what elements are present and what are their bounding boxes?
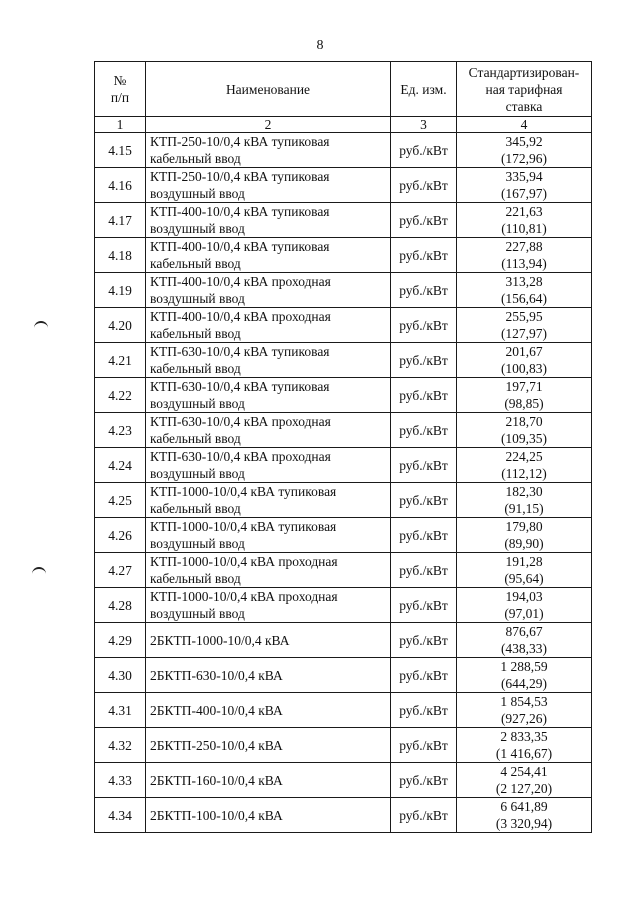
row-name-line: КТП-400-10/0,4 кВА проходная: [150, 274, 331, 289]
row-unit: руб./кВт: [391, 693, 457, 728]
margin-mark-bottom: [32, 567, 46, 575]
row-rate: [457, 658, 592, 693]
rate-value-alt: (927,26): [500, 711, 548, 726]
row-name-line: кабельный ввод: [150, 361, 241, 376]
row-name-line: КТП-250-10/0,4 кВА тупиковая: [150, 134, 330, 149]
row-name-line: воздушный ввод: [150, 536, 245, 551]
row-unit: руб./кВт: [391, 658, 457, 693]
header-rate-line: ная тарифная: [485, 81, 563, 97]
table-row: [95, 168, 592, 203]
rate-value: 6 641,89: [500, 799, 548, 814]
rate-value-alt: (167,97): [500, 186, 548, 201]
row-rate: [457, 518, 592, 553]
row-number: 4.34: [95, 798, 146, 833]
header-rate-line: ставка: [505, 98, 543, 114]
row-name-line: кабельный ввод: [150, 571, 241, 586]
row-unit: руб./кВт: [391, 483, 457, 518]
table-row: [95, 448, 592, 483]
row-name: [146, 763, 391, 798]
row-unit: руб./кВт: [391, 413, 457, 448]
rate-value-alt: (91,15): [504, 501, 544, 516]
column-number: 1: [95, 117, 146, 133]
row-name-line: КТП-630-10/0,4 кВА проходная: [150, 414, 331, 429]
row-number: 4.23: [95, 413, 146, 448]
row-name-line: КТП-400-10/0,4 кВА тупиковая: [150, 204, 330, 219]
row-name-line: 2БКТП-1000-10/0,4 кВА: [150, 632, 290, 648]
header-num: [95, 62, 146, 117]
row-rate: [457, 623, 592, 658]
row-name: [146, 168, 391, 203]
row-name-line: КТП-1000-10/0,4 кВА тупиковая: [150, 484, 337, 499]
row-name-line: КТП-250-10/0,4 кВА тупиковая: [150, 169, 330, 184]
rate-value: 201,67: [505, 344, 543, 359]
tariff-table: [94, 61, 592, 833]
row-name-line: кабельный ввод: [150, 431, 241, 446]
row-rate: [457, 133, 592, 168]
row-number: 4.33: [95, 763, 146, 798]
table-row: [95, 553, 592, 588]
row-number: 4.22: [95, 378, 146, 413]
row-number: 4.24: [95, 448, 146, 483]
table-row: [95, 238, 592, 273]
row-number: 4.18: [95, 238, 146, 273]
rate-value: 221,63: [505, 204, 543, 219]
row-name: [146, 553, 391, 588]
rate-value-alt: (2 127,20): [495, 781, 553, 796]
page-number: 8: [316, 38, 324, 53]
row-name-line: 2БКТП-400-10/0,4 кВА: [150, 702, 283, 718]
row-name-line: КТП-1000-10/0,4 кВА проходная: [150, 589, 338, 604]
row-number: 4.19: [95, 273, 146, 308]
row-rate: [457, 378, 592, 413]
row-number: 4.30: [95, 658, 146, 693]
rate-value: 224,25: [505, 449, 543, 464]
row-number: 4.27: [95, 553, 146, 588]
row-number: 4.28: [95, 588, 146, 623]
row-unit: руб./кВт: [391, 623, 457, 658]
row-name-line: воздушный ввод: [150, 606, 245, 621]
header-num-line: п/п: [110, 90, 130, 105]
row-number: 4.21: [95, 343, 146, 378]
rate-value-alt: (109,35): [500, 431, 548, 446]
row-rate: [457, 413, 592, 448]
row-rate: [457, 273, 592, 308]
row-name-line: КТП-1000-10/0,4 кВА проходная: [150, 554, 338, 569]
row-unit: руб./кВт: [391, 343, 457, 378]
row-name-line: 2БКТП-100-10/0,4 кВА: [150, 807, 283, 823]
row-rate: [457, 483, 592, 518]
rate-value: 1 288,59: [500, 659, 548, 674]
header-name: Наименование: [146, 62, 391, 117]
rate-value-alt: (89,90): [504, 536, 544, 551]
row-rate: [457, 343, 592, 378]
rate-value-alt: (3 320,94): [495, 816, 553, 831]
rate-value-alt: (172,96): [500, 151, 548, 166]
row-unit: руб./кВт: [391, 203, 457, 238]
rate-value: 255,95: [505, 309, 543, 324]
row-name-line: кабельный ввод: [150, 326, 241, 341]
rate-value: 218,70: [505, 414, 543, 429]
row-name-line: кабельный ввод: [150, 151, 241, 166]
row-name: [146, 308, 391, 343]
table-row: [95, 658, 592, 693]
row-number: 4.15: [95, 133, 146, 168]
header-unit: Ед. изм.: [391, 62, 457, 117]
row-name-line: КТП-630-10/0,4 кВА тупиковая: [150, 344, 330, 359]
row-name-line: КТП-400-10/0,4 кВА проходная: [150, 309, 331, 324]
row-name: [146, 273, 391, 308]
row-number: 4.29: [95, 623, 146, 658]
rate-value-alt: (95,64): [504, 571, 544, 586]
row-rate: [457, 448, 592, 483]
row-unit: руб./кВт: [391, 518, 457, 553]
header-rate: [457, 62, 592, 117]
row-unit: руб./кВт: [391, 448, 457, 483]
header-num-line: №: [113, 73, 127, 88]
rate-value: 876,67: [505, 624, 543, 639]
rate-value-alt: (98,85): [504, 396, 544, 411]
rate-value: 1 854,53: [500, 694, 548, 709]
table-row: [95, 623, 592, 658]
table-row: [95, 413, 592, 448]
column-number: 2: [146, 117, 391, 133]
row-name: [146, 238, 391, 273]
table-body: [95, 133, 592, 833]
table-row: [95, 798, 592, 833]
row-name: [146, 343, 391, 378]
row-rate: [457, 168, 592, 203]
table-header-row: [95, 62, 592, 117]
table-row: [95, 483, 592, 518]
table-row: [95, 763, 592, 798]
table-row: [95, 133, 592, 168]
row-name-line: КТП-630-10/0,4 кВА проходная: [150, 449, 331, 464]
column-number: 4: [457, 117, 592, 133]
table-row: [95, 728, 592, 763]
row-name: [146, 448, 391, 483]
row-name-line: воздушный ввод: [150, 291, 245, 306]
row-unit: руб./кВт: [391, 588, 457, 623]
row-name: [146, 588, 391, 623]
rate-value: 345,92: [505, 134, 543, 149]
rate-value: 182,30: [505, 484, 543, 499]
rate-value-alt: (112,12): [501, 466, 547, 481]
row-number: 4.25: [95, 483, 146, 518]
row-name-line: кабельный ввод: [150, 501, 241, 516]
row-rate: [457, 728, 592, 763]
table-row: [95, 343, 592, 378]
row-name-line: 2БКТП-630-10/0,4 кВА: [150, 667, 283, 683]
table-row: [95, 518, 592, 553]
rate-value: 335,94: [505, 169, 543, 184]
row-rate: [457, 693, 592, 728]
rate-value-alt: (113,94): [501, 256, 547, 271]
row-number: 4.16: [95, 168, 146, 203]
rate-value: 4 254,41: [500, 764, 548, 779]
row-name-line: кабельный ввод: [150, 256, 241, 271]
row-unit: руб./кВт: [391, 168, 457, 203]
row-name-line: 2БКТП-160-10/0,4 кВА: [150, 772, 283, 788]
row-name: [146, 378, 391, 413]
row-name: [146, 693, 391, 728]
row-number: 4.17: [95, 203, 146, 238]
header-rate-line: Стандартизирован-: [468, 64, 580, 80]
table-row: [95, 308, 592, 343]
table-row: [95, 273, 592, 308]
row-name-line: воздушный ввод: [150, 186, 245, 201]
row-name-line: 2БКТП-250-10/0,4 кВА: [150, 737, 283, 753]
margin-mark-top: [34, 321, 48, 329]
rate-value-alt: (644,29): [500, 676, 548, 691]
row-name: [146, 413, 391, 448]
row-name-line: КТП-1000-10/0,4 кВА тупиковая: [150, 519, 337, 534]
rate-value: 179,80: [505, 519, 543, 534]
row-unit: руб./кВт: [391, 308, 457, 343]
row-rate: [457, 553, 592, 588]
row-name: [146, 518, 391, 553]
row-name-line: воздушный ввод: [150, 396, 245, 411]
rate-value-alt: (127,97): [500, 326, 548, 341]
rate-value-alt: (1 416,67): [495, 746, 553, 761]
table-row: [95, 378, 592, 413]
row-name: [146, 798, 391, 833]
row-name-line: воздушный ввод: [150, 221, 245, 236]
row-name-line: КТП-630-10/0,4 кВА тупиковая: [150, 379, 330, 394]
row-rate: [457, 798, 592, 833]
rate-value: 197,71: [505, 379, 543, 394]
row-unit: руб./кВт: [391, 273, 457, 308]
rate-value-alt: (100,83): [500, 361, 548, 376]
row-name-line: воздушный ввод: [150, 466, 245, 481]
row-unit: руб./кВт: [391, 378, 457, 413]
row-name: [146, 203, 391, 238]
row-unit: руб./кВт: [391, 553, 457, 588]
row-name: [146, 133, 391, 168]
row-rate: [457, 588, 592, 623]
column-number: 3: [391, 117, 457, 133]
rate-value: 194,03: [505, 589, 543, 604]
row-rate: [457, 308, 592, 343]
rate-value: 2 833,35: [500, 729, 548, 744]
row-number: 4.31: [95, 693, 146, 728]
row-name-line: КТП-400-10/0,4 кВА тупиковая: [150, 239, 330, 254]
row-number: 4.20: [95, 308, 146, 343]
row-unit: руб./кВт: [391, 133, 457, 168]
rate-value: 227,88: [505, 239, 543, 254]
row-rate: [457, 763, 592, 798]
rate-value: 313,28: [505, 274, 543, 289]
row-unit: руб./кВт: [391, 728, 457, 763]
table-row: [95, 693, 592, 728]
table-row: [95, 588, 592, 623]
rate-value-alt: (438,33): [500, 641, 548, 656]
rate-value-alt: (110,81): [501, 221, 547, 236]
row-name: [146, 623, 391, 658]
row-name: [146, 728, 391, 763]
row-rate: [457, 203, 592, 238]
row-number: 4.32: [95, 728, 146, 763]
column-number-row: [95, 117, 592, 133]
row-unit: руб./кВт: [391, 238, 457, 273]
rate-value-alt: (156,64): [500, 291, 548, 306]
row-name: [146, 483, 391, 518]
row-name: [146, 658, 391, 693]
rate-value: 191,28: [505, 554, 543, 569]
row-unit: руб./кВт: [391, 798, 457, 833]
rate-value-alt: (97,01): [504, 606, 544, 621]
row-number: 4.26: [95, 518, 146, 553]
row-unit: руб./кВт: [391, 763, 457, 798]
table-row: [95, 203, 592, 238]
row-rate: [457, 238, 592, 273]
